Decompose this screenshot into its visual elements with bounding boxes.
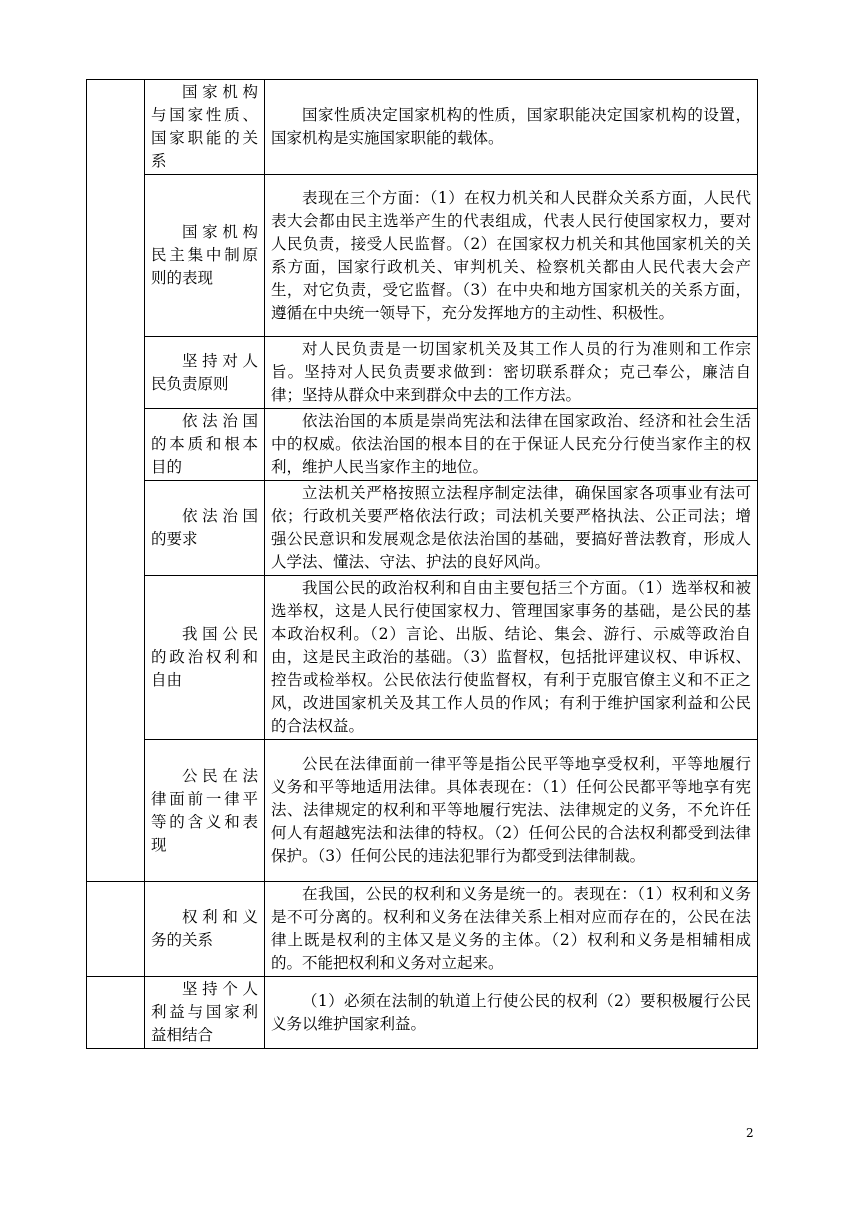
row-label: 国家机构民主集中制原则的表现 bbox=[145, 175, 265, 337]
table-row bbox=[87, 337, 758, 409]
row-content: 对人民负责是一切国家机关及其工作人员的行为准则和工作宗旨。坚持对人民负责要求做到：密切联系群众；克己奉公，廉洁自律；坚持从群众中来到群众中去的工作方法。 bbox=[265, 337, 758, 409]
group-cell bbox=[87, 80, 145, 882]
table-row bbox=[87, 882, 758, 977]
row-content: 国家性质决定国家机构的性质，国家职能决定国家机构的设置，国家机构是实施国家职能的载体。 bbox=[265, 80, 758, 175]
page-number: 2 bbox=[746, 1126, 754, 1140]
row-label: 依法治国的要求 bbox=[145, 481, 265, 576]
row-content: 依法治国的本质是崇尚宪法和法律在国家政治、经济和社会生活中的权威。依法治国的根本目的在于保证人民充分行使当家作主的权利，维护人民当家作主的地位。 bbox=[265, 409, 758, 481]
row-label: 公民在法律面前一律平等的含义和表现 bbox=[145, 740, 265, 882]
table-row bbox=[87, 80, 758, 175]
group-cell bbox=[87, 882, 145, 977]
table-row bbox=[87, 175, 758, 337]
row-label: 我国公民的政治权利和自由 bbox=[145, 576, 265, 740]
group-cell bbox=[87, 977, 145, 1049]
row-label: 依法治国的本质和根本目的 bbox=[145, 409, 265, 481]
table-row bbox=[87, 481, 758, 576]
row-content: 公民在法律面前一律平等是指公民平等地享受权利，平等地履行义务和平等地适用法律。具体表现在：（1）任何公民都平等地享有宪法、法律规定的权利和平等地履行宪法、法律规定的义务，不允许任何人有超越宪法和法律的特权。（2）任何公民的合法权利都受到法律保护。（3）任何公民的违法犯罪行为都受到法律制裁。 bbox=[265, 740, 758, 882]
table-row bbox=[87, 576, 758, 740]
row-content: 在我国，公民的权利和义务是统一的。表现在：（1）权利和义务是不可分离的。权利和义务在法律关系上相对应而存在的，公民在法律上既是权利的主体又是义务的主体。（2）权利和义务是相辅相成的。不能把权利和义务对立起来。 bbox=[265, 882, 758, 977]
table-row bbox=[87, 740, 758, 882]
row-content: 我国公民的政治权利和自由主要包括三个方面。（1）选举权和被选举权，这是人民行使国家权力、管理国家事务的基础，是公民的基本政治权利。（2）言论、出版、结论、集会、游行、示威等政治自由，这是民主政治的基础。（3）监督权，包括批评建议权、申诉权、控告或检举权。公民依法行使监督权，有利于克服官僚主义和不正之风，改进国家机关及其工作人员的作风；有利于维护国家利益和公民的合法权益。 bbox=[265, 576, 758, 740]
row-content: 立法机关严格按照立法程序制定法律，确保国家各项事业有法可依；行政机关要严格依法行政；司法机关要严格执法、公正司法；增强公民意识和发展观念是依法治国的基础，要搞好普法教育，形成人人学法、懂法、守法、护法的良好风尚。 bbox=[265, 481, 758, 576]
row-label: 坚持个人利益与国家利益相结合 bbox=[145, 977, 265, 1049]
knowledge-table bbox=[86, 79, 758, 1049]
row-content: 表现在三个方面：（1）在权力机关和人民群众关系方面，人民代表大会都由民主选举产生的代表组成，代表人民行使国家权力，要对人民负责，接受人民监督。（2）在国家权力机关和其他国家机关的关系方面，国家行政机关、审判机关、检察机关都由人民代表大会产生，对它负责，受它监督。（3）在中央和地方国家机关的关系方面，遵循在中央统一领导下，充分发挥地方的主动性、积极性。 bbox=[265, 175, 758, 337]
row-label: 权利和义务的关系 bbox=[145, 882, 265, 977]
table-row bbox=[87, 977, 758, 1049]
row-label: 国家机构与国家性质、国家职能的关系 bbox=[145, 80, 265, 175]
row-content: （1）必须在法制的轨道上行使公民的权利（2）要积极履行公民义务以维护国家利益。 bbox=[265, 977, 758, 1049]
table-row bbox=[87, 409, 758, 481]
row-label: 坚持对人民负责原则 bbox=[145, 337, 265, 409]
